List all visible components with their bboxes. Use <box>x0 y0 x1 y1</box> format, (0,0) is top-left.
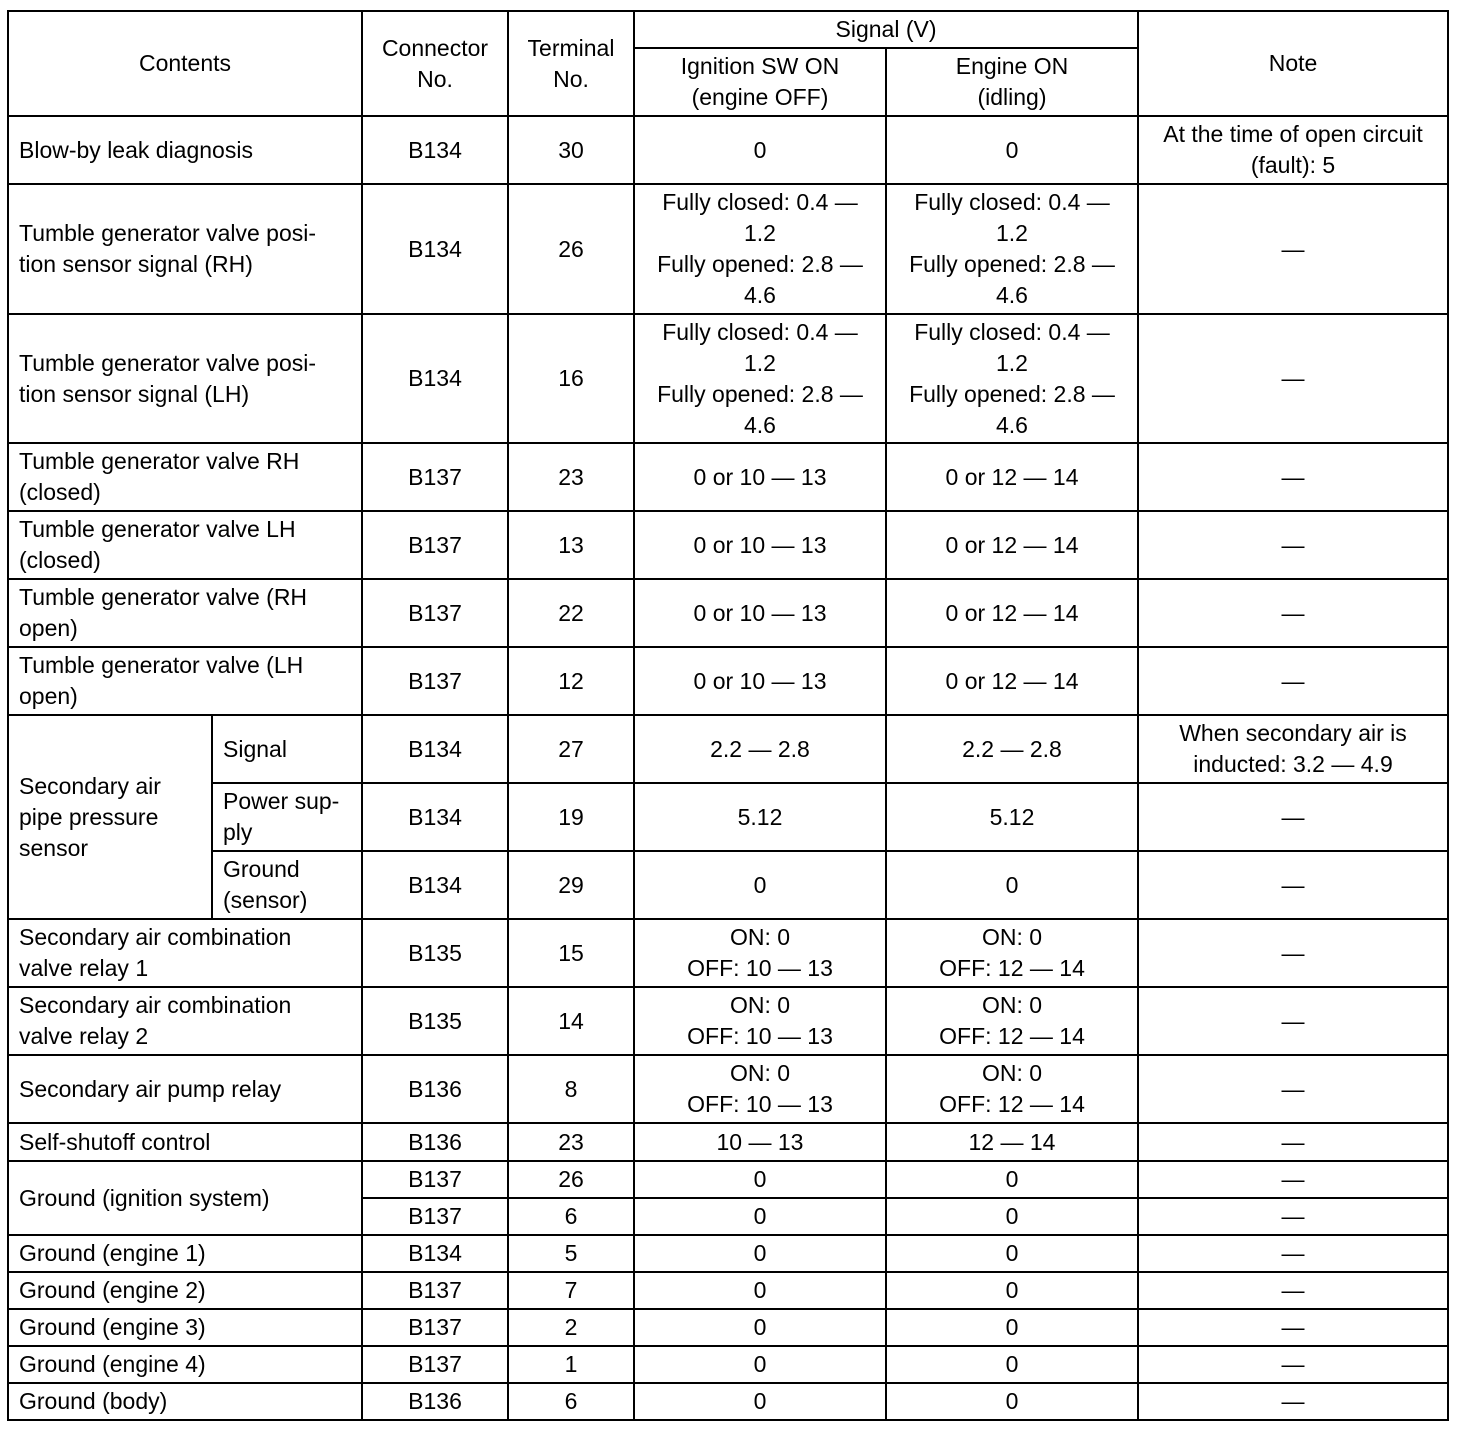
table-row <box>8 1123 1448 1161</box>
terminal-cell: 27 <box>508 715 634 783</box>
engine-on-cell: 0 <box>886 1161 1138 1198</box>
table-row <box>8 1161 1448 1198</box>
contents-cell: Secondary air pump relay <box>8 1055 362 1123</box>
engine-on-cell: 0 or 12 — 14 <box>886 579 1138 647</box>
ignition-on-cell: 0 <box>634 1235 886 1272</box>
ignition-on-cell: 10 — 13 <box>634 1123 886 1161</box>
connector-cell: B135 <box>362 919 508 987</box>
note-cell: — <box>1138 579 1448 647</box>
terminal-cell: 16 <box>508 314 634 443</box>
terminal-cell: 12 <box>508 647 634 715</box>
terminal-cell: 26 <box>508 184 634 314</box>
terminal-cell: 1 <box>508 1346 634 1383</box>
engine-on-cell: 0 or 12 — 14 <box>886 443 1138 511</box>
connector-cell: B134 <box>362 851 508 919</box>
terminal-cell: 5 <box>508 1235 634 1272</box>
note-cell: — <box>1138 1272 1448 1309</box>
connector-cell: B134 <box>362 715 508 783</box>
ignition-on-cell: 0 <box>634 1198 886 1235</box>
table-row <box>8 579 1448 647</box>
table-row <box>8 314 1448 443</box>
connector-cell: B137 <box>362 511 508 579</box>
table-row <box>8 715 1448 783</box>
terminal-cell: 6 <box>508 1198 634 1235</box>
header-terminal: Terminal No. <box>508 11 634 116</box>
table-row <box>8 919 1448 987</box>
note-cell: — <box>1138 851 1448 919</box>
ignition-on-cell: 0 <box>634 116 886 184</box>
contents-cell: Ground (engine 2) <box>8 1272 362 1309</box>
header-row <box>8 11 1448 48</box>
note-cell: — <box>1138 1309 1448 1346</box>
ignition-on-cell: 0 <box>634 1309 886 1346</box>
note-cell: — <box>1138 443 1448 511</box>
header-connector: Connector No. <box>362 11 508 116</box>
note-cell: — <box>1138 184 1448 314</box>
table-row <box>8 783 1448 851</box>
connector-cell: B134 <box>362 314 508 443</box>
engine-on-cell: Fully closed: 0.4 — 1.2 Fully opened: 2.8 — 4.6 <box>886 314 1138 443</box>
contents-cell: Ground (body) <box>8 1383 362 1420</box>
engine-on-cell: 0 <box>886 116 1138 184</box>
note-cell: — <box>1138 1235 1448 1272</box>
connector-cell: B137 <box>362 443 508 511</box>
connector-cell: B134 <box>362 1235 508 1272</box>
table-row <box>8 1055 1448 1123</box>
terminal-cell: 22 <box>508 579 634 647</box>
note-cell: — <box>1138 314 1448 443</box>
terminal-cell: 23 <box>508 443 634 511</box>
ignition-on-cell: 0 or 10 — 13 <box>634 511 886 579</box>
ignition-on-cell: 0 <box>634 851 886 919</box>
signal-table <box>7 10 1449 1421</box>
contents-cell: Blow-by leak diagnosis <box>8 116 362 184</box>
header-note: Note <box>1138 11 1448 116</box>
terminal-cell: 2 <box>508 1309 634 1346</box>
ignition-on-cell: 0 <box>634 1346 886 1383</box>
table-row <box>8 443 1448 511</box>
note-cell: — <box>1138 783 1448 851</box>
connector-cell: B137 <box>362 1272 508 1309</box>
ignition-on-cell: 0 or 10 — 13 <box>634 579 886 647</box>
table-row <box>8 1272 1448 1309</box>
engine-on-cell: 0 or 12 — 14 <box>886 511 1138 579</box>
ignition-on-cell: ON: 0 OFF: 10 — 13 <box>634 1055 886 1123</box>
connector-cell: B134 <box>362 116 508 184</box>
terminal-cell: 29 <box>508 851 634 919</box>
engine-on-cell: 0 <box>886 1272 1138 1309</box>
contents-cell: Ground (engine 1) <box>8 1235 362 1272</box>
header-ignition-on: Ignition SW ON (engine OFF) <box>634 48 886 116</box>
terminal-cell: 6 <box>508 1383 634 1420</box>
connector-cell: B137 <box>362 1346 508 1383</box>
engine-on-cell: 12 — 14 <box>886 1123 1138 1161</box>
ignition-on-cell: 2.2 — 2.8 <box>634 715 886 783</box>
table-row <box>8 647 1448 715</box>
header-signal: Signal (V) <box>634 11 1138 48</box>
ignition-on-cell: 0 or 10 — 13 <box>634 647 886 715</box>
engine-on-cell: 2.2 — 2.8 <box>886 715 1138 783</box>
connector-cell: B134 <box>362 783 508 851</box>
connector-cell: B137 <box>362 1198 508 1235</box>
table-row <box>8 511 1448 579</box>
sub-item-cell: Power sup- ply <box>212 783 362 851</box>
contents-cell: Tumble generator valve posi- tion sensor signal (LH) <box>8 314 362 443</box>
note-cell: — <box>1138 1383 1448 1420</box>
group-label-cell: Secondary air pipe pressure sensor <box>8 715 212 919</box>
table-row <box>8 184 1448 314</box>
contents-cell: Tumble generator valve LH (closed) <box>8 511 362 579</box>
terminal-cell: 23 <box>508 1123 634 1161</box>
engine-on-cell: 0 <box>886 1346 1138 1383</box>
sub-item-cell: Signal <box>212 715 362 783</box>
ignition-on-cell: 0 <box>634 1272 886 1309</box>
terminal-cell: 15 <box>508 919 634 987</box>
engine-on-cell: 0 <box>886 1198 1138 1235</box>
note-cell: — <box>1138 1346 1448 1383</box>
contents-cell: Ground (ignition system) <box>8 1161 362 1235</box>
header-engine-on: Engine ON (idling) <box>886 48 1138 116</box>
contents-cell: Tumble generator valve posi- tion sensor signal (RH) <box>8 184 362 314</box>
note-cell: — <box>1138 987 1448 1055</box>
ignition-on-cell: ON: 0 OFF: 10 — 13 <box>634 987 886 1055</box>
note-cell: At the time of open circuit (fault): 5 <box>1138 116 1448 184</box>
connector-cell: B136 <box>362 1123 508 1161</box>
terminal-cell: 13 <box>508 511 634 579</box>
engine-on-cell: 5.12 <box>886 783 1138 851</box>
connector-cell: B135 <box>362 987 508 1055</box>
terminal-cell: 14 <box>508 987 634 1055</box>
header-contents: Contents <box>8 11 362 116</box>
connector-cell: B137 <box>362 1309 508 1346</box>
contents-cell: Tumble generator valve (RH open) <box>8 579 362 647</box>
note-cell: — <box>1138 1055 1448 1123</box>
connector-cell: B136 <box>362 1383 508 1420</box>
terminal-cell: 8 <box>508 1055 634 1123</box>
note-cell: When secondary air is inducted: 3.2 — 4.9 <box>1138 715 1448 783</box>
table-row <box>8 1346 1448 1383</box>
note-cell: — <box>1138 919 1448 987</box>
terminal-cell: 30 <box>508 116 634 184</box>
note-cell: — <box>1138 1161 1448 1198</box>
contents-cell: Self-shutoff control <box>8 1123 362 1161</box>
table-row <box>8 1309 1448 1346</box>
note-cell: — <box>1138 1123 1448 1161</box>
table-row <box>8 851 1448 919</box>
terminal-cell: 26 <box>508 1161 634 1198</box>
terminal-cell: 7 <box>508 1272 634 1309</box>
connector-cell: B134 <box>362 184 508 314</box>
ignition-on-cell: 0 <box>634 1383 886 1420</box>
engine-on-cell: 0 <box>886 1309 1138 1346</box>
contents-cell: Tumble generator valve (LH open) <box>8 647 362 715</box>
table-row <box>8 987 1448 1055</box>
connector-cell: B136 <box>362 1055 508 1123</box>
engine-on-cell: ON: 0 OFF: 12 — 14 <box>886 919 1138 987</box>
table-row <box>8 116 1448 184</box>
table-row <box>8 1383 1448 1420</box>
ignition-on-cell: 0 <box>634 1161 886 1198</box>
engine-on-cell: 0 <box>886 1235 1138 1272</box>
sub-item-cell: Ground (sensor) <box>212 851 362 919</box>
contents-cell: Secondary air combination valve relay 2 <box>8 987 362 1055</box>
connector-cell: B137 <box>362 579 508 647</box>
connector-cell: B137 <box>362 647 508 715</box>
engine-on-cell: ON: 0 OFF: 12 — 14 <box>886 1055 1138 1123</box>
engine-on-cell: Fully closed: 0.4 — 1.2 Fully opened: 2.8 — 4.6 <box>886 184 1138 314</box>
table-row <box>8 1235 1448 1272</box>
engine-on-cell: 0 <box>886 851 1138 919</box>
engine-on-cell: 0 <box>886 1383 1138 1420</box>
engine-on-cell: ON: 0 OFF: 12 — 14 <box>886 987 1138 1055</box>
engine-on-cell: 0 or 12 — 14 <box>886 647 1138 715</box>
connector-cell: B137 <box>362 1161 508 1198</box>
ignition-on-cell: 5.12 <box>634 783 886 851</box>
contents-cell: Ground (engine 3) <box>8 1309 362 1346</box>
ignition-on-cell: Fully closed: 0.4 — 1.2 Fully opened: 2.8 — 4.6 <box>634 184 886 314</box>
ignition-on-cell: 0 or 10 — 13 <box>634 443 886 511</box>
contents-cell: Secondary air combination valve relay 1 <box>8 919 362 987</box>
ignition-on-cell: ON: 0 OFF: 10 — 13 <box>634 919 886 987</box>
terminal-cell: 19 <box>508 783 634 851</box>
ignition-on-cell: Fully closed: 0.4 — 1.2 Fully opened: 2.8 — 4.6 <box>634 314 886 443</box>
note-cell: — <box>1138 1198 1448 1235</box>
contents-cell: Ground (engine 4) <box>8 1346 362 1383</box>
contents-cell: Tumble generator valve RH (closed) <box>8 443 362 511</box>
note-cell: — <box>1138 647 1448 715</box>
note-cell: — <box>1138 511 1448 579</box>
